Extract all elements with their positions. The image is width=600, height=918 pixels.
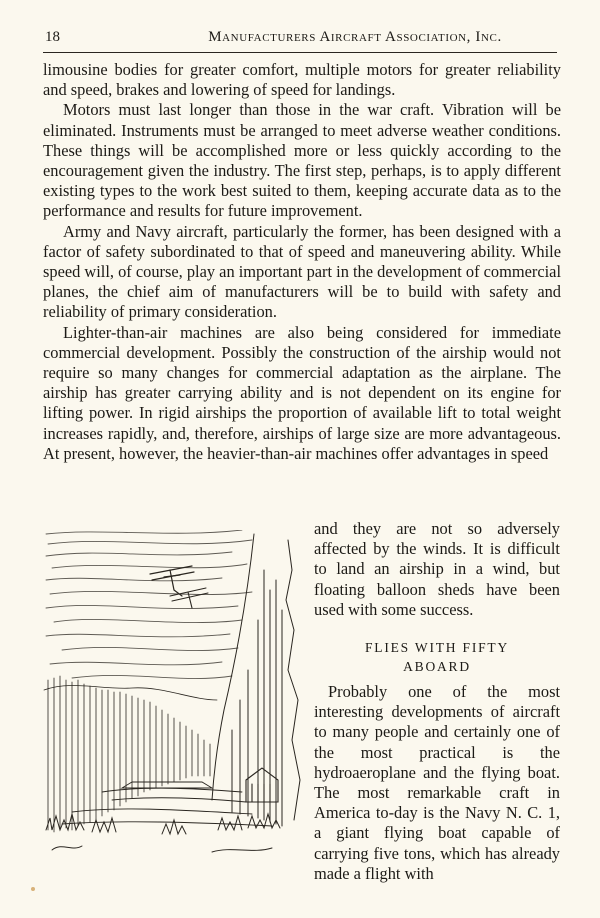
sky-hatching bbox=[46, 530, 252, 679]
paragraph-3: Army and Navy aircraft, particularly the former, has been designed with a factor of safety subordinated to that of speed and maneuvering ability. While speed will, of course, play an important part in the development of commercial planes, the chief aim of manufacturers will be to build with safety and reliability of primary consideration. bbox=[43, 221, 561, 322]
body-text bbox=[43, 60, 561, 464]
paragraph-1: limousine bodies for greater comfort, multiple motors for greater reliability and speed, brakes and lowering of speed for landings. bbox=[43, 60, 561, 100]
right-cliff bbox=[212, 534, 300, 826]
paragraph-2: Motors must last longer than those in the war craft. Vibration will be eliminated. Instruments must be arranged to meet adverse weather conditions. These things will be accomplished more or less quickly according to the encouragement given the industry. The first step, perhaps, is to apply different existing types to the work best suited to them, keeping accurate data as to the performance and results for future improvement. bbox=[43, 100, 561, 221]
hut bbox=[246, 768, 278, 802]
section-heading-line-1: FLIES WITH FIFTY bbox=[364, 640, 510, 656]
paragraph-4: Lighter-than-air machines are also being considered for immediate commercial development. Possibly the construction of the airship would not require so many changes for commercial adaptation as the airplane. The airship has greater carrying ability and is not dependent on its engine for lifting power. In rigid airships the proportion of available lift to total weight increases rapidly, and, therefore, airships of large size are more advantageous. At present, however, the heavier-than-air machines offer advantages in speed bbox=[43, 322, 561, 463]
paragraph-5: Probably one of the most interesting developments of aircraft to many people and certainly one of the most practical is the hydroaeroplane and the flying boat. The most remarkable craft in America to-day is the Navy N. C. 1, a giant flying boat capable of carrying five tons, which has already made a flight with bbox=[314, 682, 560, 883]
section-heading-line-2: ABOARD bbox=[403, 659, 471, 675]
canyon-biplanes-illustration bbox=[42, 530, 304, 870]
foreground-grass bbox=[46, 814, 280, 852]
running-head: Manufacturers Aircraft Association, Inc. bbox=[208, 29, 502, 45]
page-header bbox=[43, 26, 557, 53]
right-column bbox=[314, 519, 560, 884]
section-heading bbox=[314, 638, 560, 676]
paper-speck bbox=[31, 887, 35, 891]
page-number: 18 bbox=[45, 29, 60, 45]
paragraph-4-continued: and they are not so adversely affected by the winds. It is difficult to land an airship in a wind, but floating balloon sheds have been used with some success. bbox=[314, 519, 560, 619]
